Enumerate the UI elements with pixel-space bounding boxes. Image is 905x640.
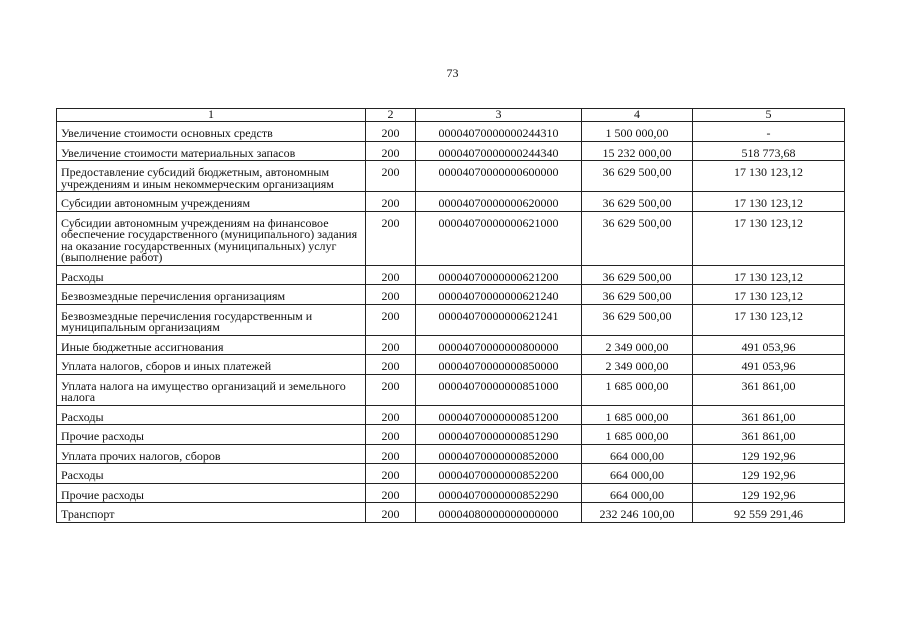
row-plan-cell: 36 629 500,00	[582, 285, 693, 305]
row-plan-cell: 2 349 000,00	[582, 355, 693, 375]
row-fact-cell: 129 192,96	[693, 483, 845, 503]
row-code-cell: 200	[366, 483, 416, 503]
page-number: 73	[446, 66, 459, 80]
row-name-cell: Безвозмездные перечисления организациям	[57, 285, 366, 305]
row-kbk-cell: 00004070000000800000	[416, 335, 582, 355]
row-kbk-cell: 00004070000000852200	[416, 464, 582, 484]
row-kbk-cell: 00004070000000621200	[416, 265, 582, 285]
row-plan-cell: 1 500 000,00	[582, 122, 693, 142]
row-fact-cell: 491 053,96	[693, 335, 845, 355]
row-kbk-cell: 00004070000000852290	[416, 483, 582, 503]
row-code-cell: 200	[366, 141, 416, 161]
budget-table	[56, 108, 845, 523]
row-code-cell: 200	[366, 503, 416, 523]
row-plan-cell: 36 629 500,00	[582, 192, 693, 212]
row-plan-cell: 1 685 000,00	[582, 374, 693, 405]
column-header: 5	[693, 109, 845, 122]
table-row	[57, 464, 845, 484]
row-kbk-cell: 00004070000000621241	[416, 304, 582, 335]
row-fact-cell: 17 130 123,12	[693, 285, 845, 305]
row-plan-cell: 664 000,00	[582, 444, 693, 464]
row-plan-cell: 36 629 500,00	[582, 304, 693, 335]
table-row	[57, 141, 845, 161]
row-name-cell: Субсидии автономным учреждениям	[57, 192, 366, 212]
row-name-cell: Безвозмездные перечисления государственным и муниципальным организациям	[57, 304, 366, 335]
row-kbk-cell: 00004070000000851290	[416, 425, 582, 445]
column-header: 1	[57, 109, 366, 122]
row-name-cell: Увеличение стоимости основных средств	[57, 122, 366, 142]
row-name-cell: Прочие расходы	[57, 425, 366, 445]
row-name-cell: Прочие расходы	[57, 483, 366, 503]
table-row	[57, 503, 845, 523]
row-code-cell: 200	[366, 464, 416, 484]
table-row	[57, 161, 845, 192]
row-kbk-cell: 00004070000000850000	[416, 355, 582, 375]
row-name-cell: Уплата прочих налогов, сборов	[57, 444, 366, 464]
row-kbk-cell: 00004070000000600000	[416, 161, 582, 192]
row-plan-cell: 36 629 500,00	[582, 265, 693, 285]
column-header: 4	[582, 109, 693, 122]
row-code-cell: 200	[366, 444, 416, 464]
row-plan-cell: 1 685 000,00	[582, 405, 693, 425]
row-code-cell: 200	[366, 265, 416, 285]
row-fact-cell: 491 053,96	[693, 355, 845, 375]
table-row	[57, 335, 845, 355]
table-header-row	[57, 109, 845, 122]
row-fact-cell: 129 192,96	[693, 464, 845, 484]
row-code-cell: 200	[366, 304, 416, 335]
row-code-cell: 200	[366, 161, 416, 192]
row-name-cell: Уплата налогов, сборов и иных платежей	[57, 355, 366, 375]
table-row	[57, 122, 845, 142]
table-row	[57, 192, 845, 212]
row-fact-cell: 92 559 291,46	[693, 503, 845, 523]
row-fact-cell: 17 130 123,12	[693, 192, 845, 212]
row-fact-cell: 361 861,00	[693, 374, 845, 405]
row-name-cell: Уплата налога на имущество организаций и земельного налога	[57, 374, 366, 405]
row-fact-cell: 17 130 123,12	[693, 211, 845, 265]
row-kbk-cell: 00004070000000244310	[416, 122, 582, 142]
row-code-cell: 200	[366, 192, 416, 212]
row-plan-cell: 232 246 100,00	[582, 503, 693, 523]
row-plan-cell: 2 349 000,00	[582, 335, 693, 355]
row-name-cell: Иные бюджетные ассигнования	[57, 335, 366, 355]
row-name-cell: Расходы	[57, 464, 366, 484]
row-kbk-cell: 00004070000000852000	[416, 444, 582, 464]
row-fact-cell: 17 130 123,12	[693, 161, 845, 192]
row-code-cell: 200	[366, 374, 416, 405]
row-fact-cell: 17 130 123,12	[693, 304, 845, 335]
row-code-cell: 200	[366, 355, 416, 375]
row-kbk-cell: 00004070000000621240	[416, 285, 582, 305]
table-body	[57, 122, 845, 523]
table-row	[57, 355, 845, 375]
row-name-cell: Расходы	[57, 405, 366, 425]
row-kbk-cell: 00004080000000000000	[416, 503, 582, 523]
row-name-cell: Расходы	[57, 265, 366, 285]
table-row	[57, 304, 845, 335]
row-plan-cell: 664 000,00	[582, 483, 693, 503]
row-fact-cell: 361 861,00	[693, 405, 845, 425]
row-fact-cell: 518 773,68	[693, 141, 845, 161]
row-name-cell: Транспорт	[57, 503, 366, 523]
column-header: 3	[416, 109, 582, 122]
row-fact-cell: 129 192,96	[693, 444, 845, 464]
row-kbk-cell: 00004070000000620000	[416, 192, 582, 212]
row-code-cell: 200	[366, 285, 416, 305]
table-row	[57, 211, 845, 265]
row-code-cell: 200	[366, 425, 416, 445]
row-plan-cell: 664 000,00	[582, 464, 693, 484]
table-row	[57, 405, 845, 425]
row-name-cell: Увеличение стоимости материальных запасов	[57, 141, 366, 161]
table-row	[57, 265, 845, 285]
table-row	[57, 285, 845, 305]
row-code-cell: 200	[366, 211, 416, 265]
row-kbk-cell: 00004070000000244340	[416, 141, 582, 161]
row-kbk-cell: 00004070000000851000	[416, 374, 582, 405]
table-row	[57, 444, 845, 464]
row-plan-cell: 36 629 500,00	[582, 161, 693, 192]
table-row	[57, 374, 845, 405]
table-row	[57, 483, 845, 503]
row-name-cell: Субсидии автономным учреждениям на финансовое обеспечение государственного (муниципального) задания на оказание государственных (муниципальных) услуг (выполнение работ)	[57, 211, 366, 265]
row-fact-cell: 17 130 123,12	[693, 265, 845, 285]
row-fact-cell: -	[693, 122, 845, 142]
row-plan-cell: 1 685 000,00	[582, 425, 693, 445]
row-code-cell: 200	[366, 405, 416, 425]
row-fact-cell: 361 861,00	[693, 425, 845, 445]
row-code-cell: 200	[366, 335, 416, 355]
row-kbk-cell: 00004070000000851200	[416, 405, 582, 425]
row-code-cell: 200	[366, 122, 416, 142]
row-kbk-cell: 00004070000000621000	[416, 211, 582, 265]
table-row	[57, 425, 845, 445]
column-header: 2	[366, 109, 416, 122]
row-plan-cell: 36 629 500,00	[582, 211, 693, 265]
row-name-cell: Предоставление субсидий бюджетным, автономным учреждениям и иным некоммерческим организациям	[57, 161, 366, 192]
row-plan-cell: 15 232 000,00	[582, 141, 693, 161]
